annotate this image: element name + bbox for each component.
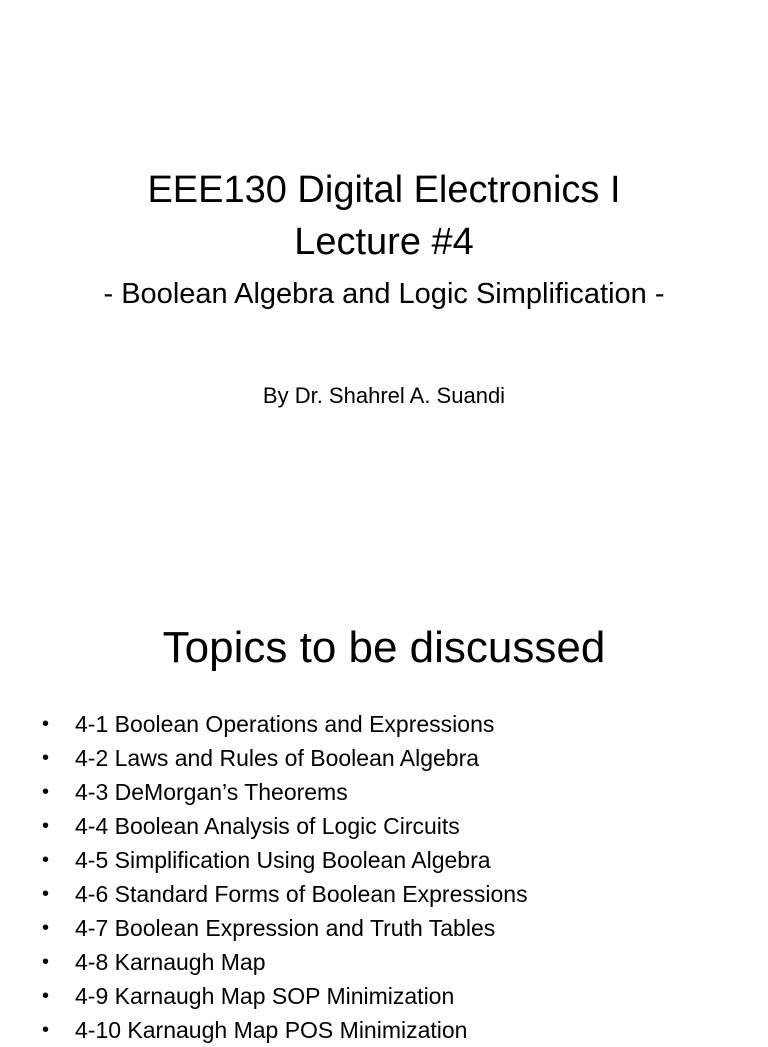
course-title: EEE130 Digital Electronics I (147, 169, 621, 211)
bullet-icon: • (42, 917, 50, 939)
bullet-icon: • (42, 1019, 50, 1041)
bullet-icon: • (42, 849, 50, 871)
author-line: By Dr. Shahrel A. Suandi (262, 383, 506, 408)
bullet-icon: • (42, 713, 50, 735)
topic-text: 4-5 Simplification Using Boolean Algebra (75, 847, 491, 873)
lecture-subtitle: - Boolean Algebra and Logic Simplification - (103, 278, 665, 310)
bullet-icon: • (42, 883, 50, 905)
topic-text: 4-2 Laws and Rules of Boolean Algebra (75, 745, 480, 771)
lecture-number: Lecture #4 (294, 221, 474, 263)
topics-slide (0, 512, 768, 1043)
topic-text: 4-9 Karnaugh Map SOP Minimization (75, 983, 455, 1009)
topic-text: 4-8 Karnaugh Map (75, 949, 266, 975)
bullet-icon: • (42, 985, 50, 1007)
title-slide (0, 0, 768, 512)
topic-text: 4-10 Karnaugh Map POS Minimization (75, 1017, 468, 1043)
topic-text: 4-1 Boolean Operations and Expressions (75, 711, 495, 737)
topic-text: 4-3 DeMorgan’s Theorems (75, 779, 348, 805)
bullet-icon: • (42, 951, 50, 973)
topic-text: 4-7 Boolean Expression and Truth Tables (75, 915, 496, 941)
bullet-icon: • (42, 747, 50, 769)
topic-text: 4-6 Standard Forms of Boolean Expressions (75, 881, 528, 907)
topics-heading: Topics to be discussed (162, 623, 606, 672)
bullet-icon: • (42, 815, 50, 837)
topic-text: 4-4 Boolean Analysis of Logic Circuits (75, 813, 460, 839)
bullet-icon: • (42, 781, 50, 803)
